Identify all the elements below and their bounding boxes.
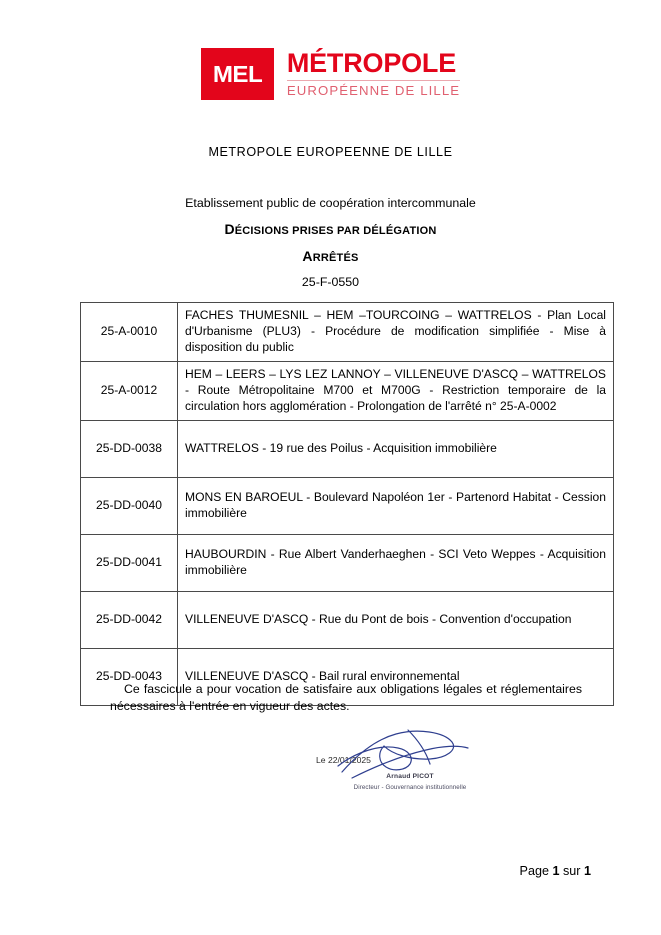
act-description: VILLENEUVE D'ASCQ - Bail rural environnemental xyxy=(178,648,614,705)
organisation-title: METROPOLE EUROPEENNE DE LILLE xyxy=(208,145,453,159)
act-reference: 25-A-0010 xyxy=(81,303,178,362)
arretes-heading xyxy=(0,248,661,264)
signatory-role: Directeur - Gouvernance institutionnelle xyxy=(353,784,467,791)
signature-block xyxy=(300,726,520,804)
act-reference: 25-DD-0043 xyxy=(81,648,178,705)
footer-total-pages: 1 xyxy=(583,864,591,878)
decisions-heading xyxy=(0,221,661,237)
logo-divider xyxy=(287,80,460,81)
act-reference: 25-DD-0041 xyxy=(81,534,178,591)
footer-prefix: Page xyxy=(519,864,553,878)
act-description: HEM – LEERS – LYS LEZ LANNOY – VILLENEUVE D'ASCQ – WATTRELOS - Route Métropolitaine M700 et M700G - Restriction temporaire de la circulation hors agglomération - Prolongation de l'arrêté n° 25-A-0002 xyxy=(178,361,614,420)
table-row xyxy=(81,477,614,534)
table-row xyxy=(81,534,614,591)
act-reference: 25-DD-0038 xyxy=(81,420,178,477)
act-description: HAUBOURDIN - Rue Albert Vanderhaeghen - SCI Veto Weppes - Acquisition immobilière xyxy=(178,534,614,591)
act-description: FACHES THUMESNIL – HEM –TOURCOING – WATTRELOS - Plan Local d'Urbanisme (PLU3) - Procédure de modification simplifiée - Mise à disposition du public xyxy=(178,303,614,362)
arretes-heading-rest: RRÊTÉS xyxy=(312,252,359,264)
mel-logo xyxy=(0,48,661,100)
acts-table xyxy=(80,302,614,706)
arretes-heading-initial: A xyxy=(302,248,313,264)
act-reference: 25-DD-0042 xyxy=(81,591,178,648)
logo-subtitle: EUROPÉENNE DE LILLE xyxy=(286,83,461,99)
table-row xyxy=(81,361,614,420)
establishment-line: Etablissement public de coopération intercommunale xyxy=(185,196,476,210)
act-description: MONS EN BAROEUL - Boulevard Napoléon 1er - Partenord Habitat - Cession immobilière xyxy=(178,477,614,534)
act-reference: 25-DD-0040 xyxy=(81,477,178,534)
footer-current-page: 1 xyxy=(552,864,560,878)
mel-logo-mark xyxy=(201,48,274,100)
act-reference: 25-A-0012 xyxy=(81,361,178,420)
table-row xyxy=(81,420,614,477)
closing-paragraph: Ce fascicule a pour vocation de satisfaire aux obligations légales et réglementaires nécessaires à l'entrée en vigueur des actes. xyxy=(110,682,582,714)
table-row xyxy=(81,303,614,362)
act-description: VILLENEUVE D'ASCQ - Rue du Pont de bois - Convention d'occupation xyxy=(178,591,614,648)
decisions-heading-initial: D xyxy=(224,221,235,237)
table-row xyxy=(81,591,614,648)
signatory-name: Arnaud PICOT xyxy=(386,773,434,780)
page-footer xyxy=(520,864,591,878)
act-description: WATTRELOS - 19 rue des Poilus - Acquisition immobilière xyxy=(178,420,614,477)
signature-date: Le 22/01/2025 xyxy=(316,755,371,765)
mel-logo-mark-text: MEL xyxy=(212,60,263,87)
decisions-heading-rest: ÉCISIONS PRISES PAR DÉLÉGATION xyxy=(234,225,437,237)
footer-middle: sur xyxy=(559,864,584,878)
document-reference: 25-F-0550 xyxy=(301,275,360,289)
acts-table-body xyxy=(81,303,614,706)
logo-title: MÉTROPOLE xyxy=(286,48,457,79)
